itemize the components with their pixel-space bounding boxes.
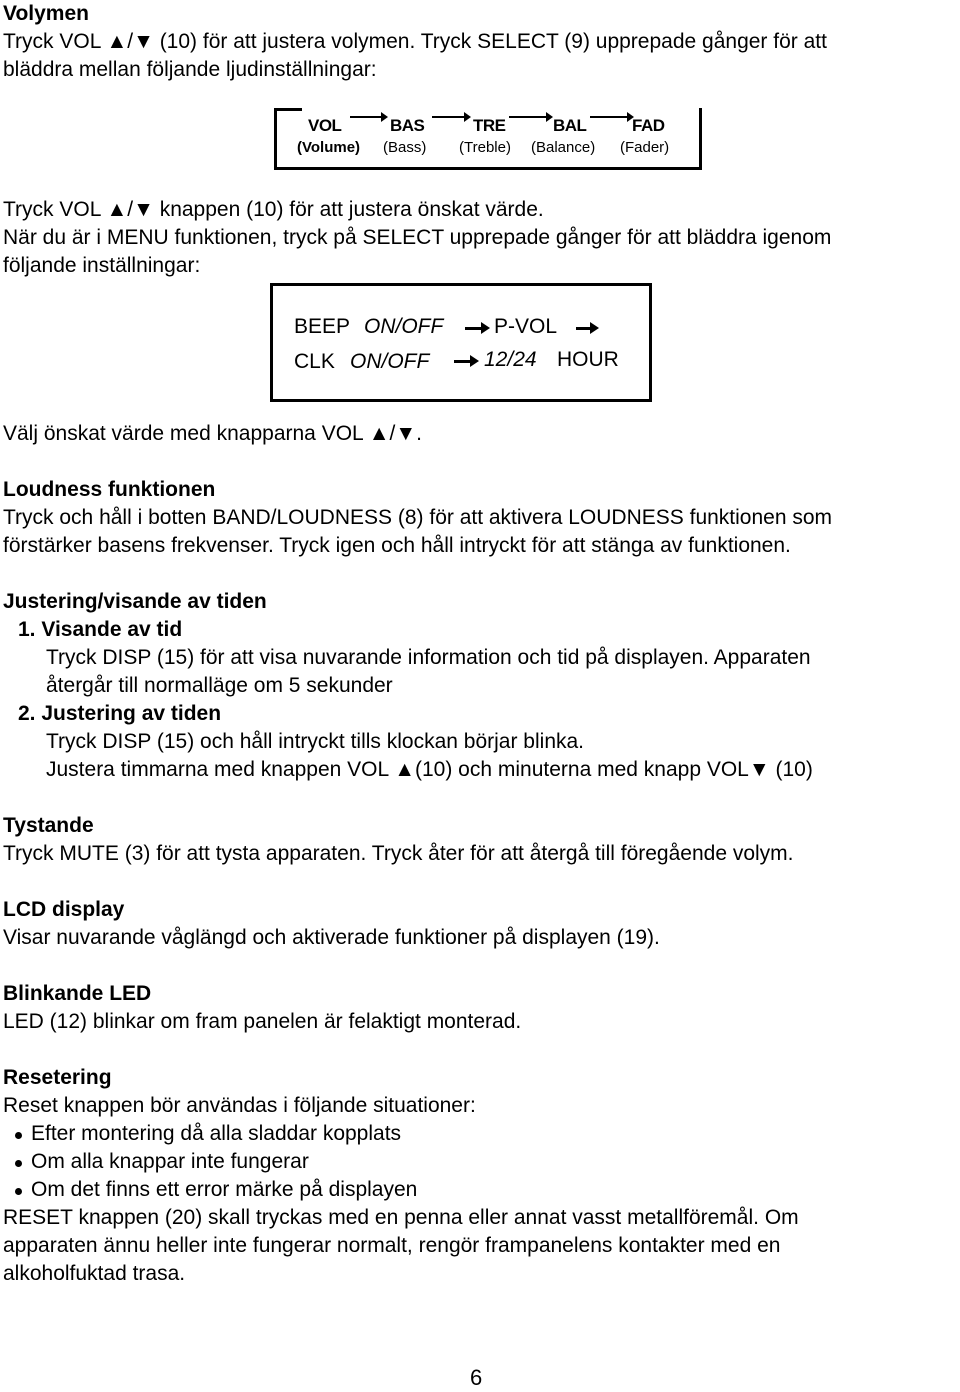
reset-bullet-list bbox=[3, 1120, 957, 1204]
diagram-label-volume: (Volume) bbox=[297, 139, 361, 156]
list-item: Om det finns ett error märke på displayen bbox=[3, 1176, 957, 1204]
time-sub-1: 1. Visande av tid bbox=[18, 618, 183, 641]
led-line-1: LED (12) blinkar om fram panelen är felaktigt monterad. bbox=[3, 1010, 522, 1033]
diagram-code-fad: FAD bbox=[632, 116, 665, 135]
reset-intro: Reset knappen bör användas i följande situationer: bbox=[3, 1094, 476, 1117]
bullet-icon bbox=[15, 1188, 22, 1195]
volume-line-2: bläddra mellan följande ljudinställningar: bbox=[3, 58, 377, 81]
arrow-right-icon bbox=[590, 116, 628, 118]
lcd-heading: LCD display bbox=[3, 898, 125, 921]
diagram-code-bal: BAL bbox=[553, 116, 587, 135]
time-sub-2: 2. Justering av tiden bbox=[18, 702, 222, 725]
arrow-right-icon bbox=[350, 116, 382, 118]
led-heading: Blinkande LED bbox=[3, 982, 152, 1005]
menu-hour-label: HOUR bbox=[557, 348, 619, 371]
reset-line-1: RESET knappen (20) skall tryckas med en penna eller annat vasst metallföremål. Om bbox=[3, 1206, 799, 1229]
loudness-line-1: Tryck och håll i botten BAND/LOUDNESS (8) för att aktivera LOUDNESS funktionen som bbox=[3, 506, 833, 529]
list-item: Om alla knappar inte fungerar bbox=[3, 1148, 957, 1176]
arrow-right-icon bbox=[454, 360, 471, 363]
diagram-label-treble: (Treble) bbox=[459, 139, 511, 156]
time-sub1-line-1: Tryck DISP (15) för att visa nuvarande information och tid på displayen. Apparaten bbox=[46, 646, 811, 669]
diagram-label-fader: (Fader) bbox=[620, 139, 670, 156]
arrow-right-icon bbox=[465, 327, 482, 330]
volume-after-line-3: följande inställningar: bbox=[3, 254, 201, 277]
time-heading: Justering/visande av tiden bbox=[3, 590, 267, 613]
reset-line-2: apparaten ännu heller inte fungerar normalt, rengör frampanelens kontakter med en bbox=[3, 1234, 781, 1257]
arrow-right-icon bbox=[576, 327, 591, 330]
sound-settings-diagram bbox=[274, 108, 702, 170]
mute-line-1: Tryck MUTE (3) för att tysta apparaten. Tryck åter för att återgå till föregående volym. bbox=[3, 842, 794, 865]
arrow-right-icon bbox=[432, 116, 465, 118]
lcd-line-1: Visar nuvarande våglängd och aktiverade funktioner på displayen (19). bbox=[3, 926, 660, 949]
menu-beep-onoff: ON/OFF bbox=[364, 315, 444, 338]
diagram-code-vol: VOL bbox=[308, 116, 342, 135]
arrow-right-icon bbox=[509, 116, 547, 118]
volume-after-line-1: Tryck VOL ▲/▼ knappen (10) för att justera önskat värde. bbox=[3, 198, 544, 221]
reset-heading: Resetering bbox=[3, 1066, 112, 1089]
diagram-label-bass: (Bass) bbox=[383, 139, 427, 156]
bullet-icon bbox=[15, 1160, 22, 1167]
loudness-line-2: förstärker basens frekvenser. Tryck igen och håll intryckt för att stänga av funktionen. bbox=[3, 534, 791, 557]
diagram-label-balance: (Balance) bbox=[531, 139, 596, 156]
diagram-code-tre: TRE bbox=[473, 116, 506, 135]
bullet-icon bbox=[15, 1132, 22, 1139]
menu-12-24: 12/24 bbox=[484, 348, 537, 371]
menu-settings-diagram bbox=[270, 283, 652, 402]
menu-clk-label: CLK bbox=[294, 350, 335, 373]
volume-after-line-2: När du är i MENU funktionen, tryck på SELECT upprepade gånger för att bläddra igenom bbox=[3, 226, 832, 249]
page-number: 6 bbox=[470, 1365, 483, 1390]
select-value-line: Välj önskat värde med knapparna VOL ▲/▼. bbox=[3, 422, 423, 445]
diagram-code-bas: BAS bbox=[390, 116, 425, 135]
time-sub2-line-2: Justera timmarna med knappen VOL ▲(10) och minuterna med knapp VOL▼ (10) bbox=[46, 758, 813, 781]
volume-heading: Volymen bbox=[3, 2, 89, 25]
time-sub1-line-2: återgår till normalläge om 5 sekunder bbox=[46, 674, 393, 697]
manual-page bbox=[3, 0, 957, 1288]
menu-clk-onoff: ON/OFF bbox=[350, 350, 430, 373]
menu-beep-label: BEEP bbox=[294, 315, 351, 338]
list-item: Efter montering då alla sladdar kopplats bbox=[3, 1120, 957, 1148]
loudness-heading: Loudness funktionen bbox=[3, 478, 216, 501]
volume-line-1: Tryck VOL ▲/▼ (10) för att justera volymen. Tryck SELECT (9) upprepade gånger för att bbox=[3, 30, 827, 53]
menu-pvol-label: P-VOL bbox=[494, 315, 558, 338]
mute-heading: Tystande bbox=[3, 814, 94, 837]
time-sub2-line-1: Tryck DISP (15) och håll intryckt tills klockan börjar blinka. bbox=[46, 730, 585, 753]
reset-line-3: alkoholfuktad trasa. bbox=[3, 1262, 186, 1285]
diagram-top-border bbox=[274, 108, 302, 111]
